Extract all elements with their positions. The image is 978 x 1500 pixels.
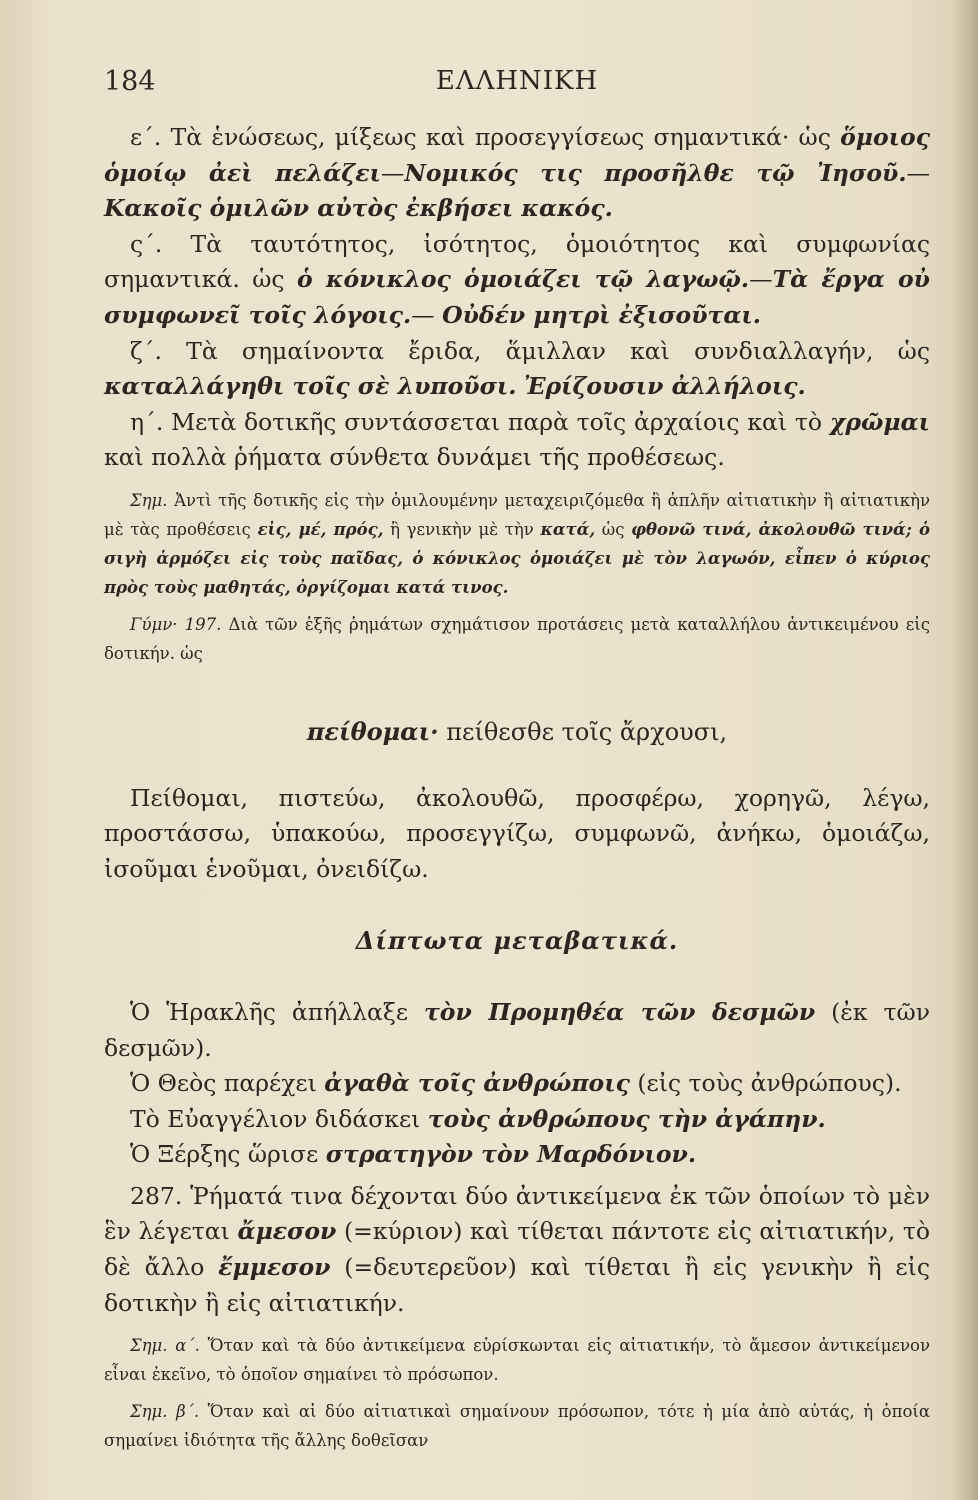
example-sentence: Ὁ Θεὸς παρέχει ἀγαθὰ τοῖς ἀνθρώποις (εἰς τοὺς ἀνθρώπους).: [130, 1069, 902, 1098]
note-a: Σημ. α΄. Ὅταν καὶ τὰ δύο ἀντικείμενα εὑρίσκωνται εἰς αἰτιατικήν, τὸ ἄμεσον ἀντικείμενον εἶναι ἐκεῖνο, τὸ ὁποῖον σημαίνει τὸ πρόσωπον.: [104, 1336, 930, 1385]
page-number: 184: [104, 66, 156, 97]
page-edge-shadow: [952, 0, 978, 1500]
paragraph-h: η΄. Μετὰ δοτικῆς συντάσσεται παρὰ τοῖς ἀρχαίοις καὶ τὸ χρῶμαι καὶ πολλὰ ῥήματα σύνθετα δυνάμει τῆς προθέσεως.: [104, 407, 930, 472]
exercise-197: Γύμν· 197. Διὰ τῶν ἑξῆς ῥημάτων σχημάτισον προτάσεις μετὰ καταλλήλου ἀντικειμένου εἰς δοτικήν. ὡς: [104, 614, 930, 663]
paragraph-z: ζ΄. Τὰ σημαίνοντα ἔριδα, ἅμιλλαν καὶ συνδιαλλαγήν, ὡς καταλλάγηθι τοῖς σὲ λυποῦσι. Ἐρίζουσιν ἀλλήλοις.: [104, 336, 930, 401]
running-title: ΕΛΛΗΝΙΚΗ: [435, 66, 599, 96]
note-main: Σημ. Ἀντὶ τῆς δοτικῆς εἰς τὴν ὁμιλουμένην μεταχειριζόμεθα ἢ ἁπλῆν αἰτιατικὴν ἢ αἰτιατικὴν μὲ τὰς προθέσεις εἰς, μέ, πρός, ἢ γενικὴν μὲ τὴν κατά, ὡς φθονῶ τινά, ἀκολουθῶ τινά; ὁ σιγὴ ἁρμόζει εἰς τοὺς παῖδας, ὁ κόνικλος ὁμοιάζει μὲ τὸν λαγωόν, εἶπεν ὁ κύριος πρὸς τοὺς μαθητάς, ὀργίζομαι κατά τινος.: [104, 490, 931, 597]
verb-list: Πείθομαι, πιστεύω, ἀκολουθῶ, προσφέρω, χορηγῶ, λέγω, προστάσσω, ὑπακούω, προσεγγίζω, συμφωνῶ, ἀνήκω, ὁμοιάζω, ἰσοῦμαι ἑνοῦμαι, ὀνειδίζω.: [104, 783, 930, 883]
example-line: πείθομαι· πείθεσθε τοῖς ἄρχουσι,: [306, 716, 728, 746]
example-sentence: Τὸ Εὐαγγέλιον διδάσκει τοὺς ἀνθρώπους τὴν ἀγάπην.: [130, 1104, 826, 1133]
page-content: [104, 66, 930, 1455]
paragraph-e: ε΄. Τὰ ἑνώσεως, μίξεως καὶ προσεγγίσεως σημαντικά· ὡς ὅμοιος ὁμοίῳ ἀεὶ πελάζει—Νομικός τις προσῆλθε τῷ Ἰησοῦ.—Κακοῖς ὁμιλῶν αὐτὸς ἐκβήσει κακός.: [104, 123, 930, 223]
section-subheading: Δίπτωτα μεταβατικά.: [355, 926, 679, 956]
running-header: [104, 66, 930, 110]
example-sentence: Ὁ Ἡρακλῆς ἀπήλλαξε τὸν Προμηθέα τῶν δεσμῶν (ἐκ τῶν δεσμῶν).: [104, 997, 930, 1062]
note-b: Σημ. β΄. Ὅταν καὶ αἱ δύο αἰτιατικαὶ σημαίνουν πρόσωπον, τότε ἡ μία ἀπὸ αὐτάς, ἡ ὁποία σημαίνει ἰδιότητα τῆς ἄλλης δοθεῖσαν: [104, 1402, 930, 1451]
paragraph-st: ς΄. Τὰ ταυτότητος, ἰσότητος, ὁμοιότητος καὶ συμφωνίας σημαντικά. ὡς ὁ κόνικλος ὁμοιάζει τῷ λαγωῷ.—Τὰ ἔργα οὐ συμφωνεῖ τοῖς λόγοις.— Οὐδέν μητρὶ ἐξισοῦται.: [104, 229, 930, 329]
example-sentence: Ὁ Ξέρξης ὥρισε στρατηγὸν τὸν Μαρδόνιον.: [130, 1140, 697, 1169]
section-287: 287. Ῥήματά τινα δέχονται δύο ἀντικείμενα ἐκ τῶν ὁποίων τὸ μὲν ἓν λέγεται ἄμεσον (=κύριον) καὶ τίθεται πάντοτε εἰς αἰτιατικήν, τὸ δὲ ἄλλο ἔμμεσον (=δευτερεῦον) καὶ τίθεται ἢ εἰς γενικὴν ἢ εἰς δοτικὴν ἢ εἰς αἰτιατικήν.: [104, 1181, 930, 1317]
